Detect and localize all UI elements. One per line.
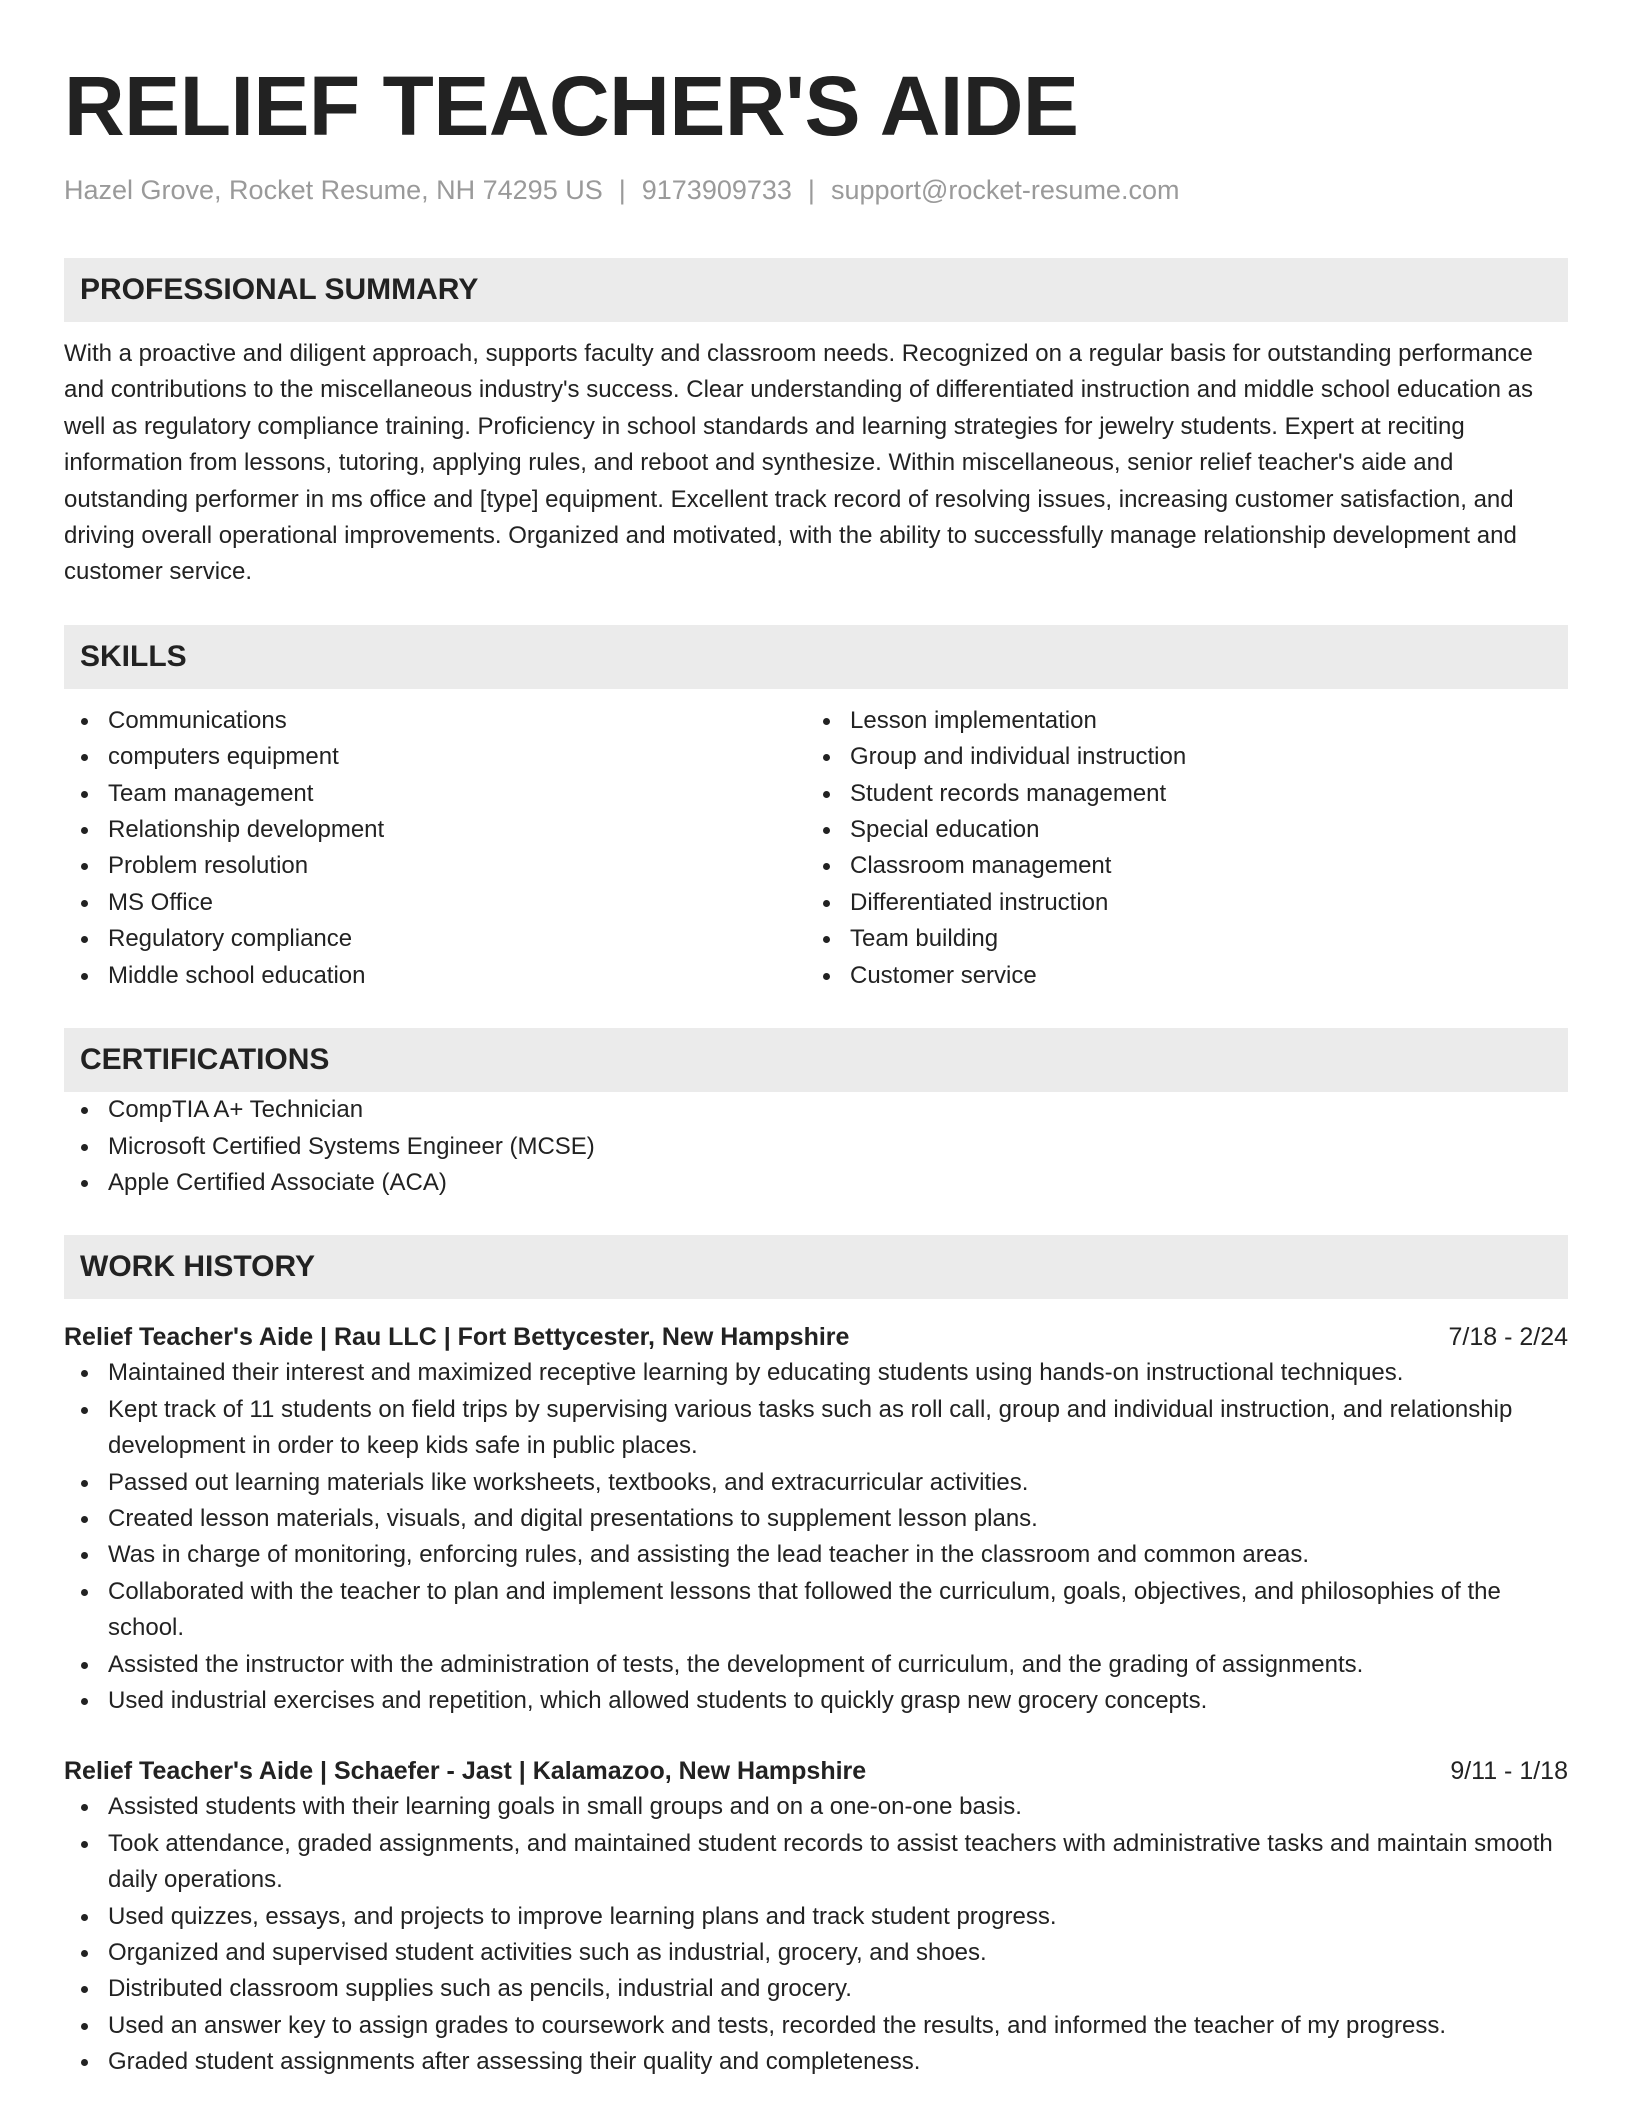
certification-item: Apple Certified Associate (ACA) — [64, 1165, 1568, 1201]
skill-item: Middle school education — [64, 958, 806, 994]
skill-item: Regulatory compliance — [64, 921, 806, 957]
job-bullet: Took attendance, graded assignments, and maintained student records to assist teachers with administrative tasks and maintain smooth daily operations. — [64, 1826, 1568, 1899]
skill-item: Relationship development — [64, 812, 806, 848]
job-bullet: Passed out learning materials like worksheets, textbooks, and extracurricular activities. — [64, 1465, 1568, 1501]
skill-item: Classroom management — [806, 848, 1548, 884]
section-header-summary: PROFESSIONAL SUMMARY — [64, 258, 1568, 322]
skill-item: Group and individual instruction — [806, 739, 1548, 775]
job-bullet: Collaborated with the teacher to plan and implement lessons that followed the curriculum, goals, objectives, and philosophies of the school. — [64, 1574, 1568, 1647]
skill-item: Communications — [64, 703, 806, 739]
job-header — [64, 1319, 1568, 1355]
skill-item: Customer service — [806, 958, 1548, 994]
skill-item: MS Office — [64, 885, 806, 921]
job-header — [64, 1753, 1568, 1789]
job-bullet: Was in charge of monitoring, enforcing rules, and assisting the lead teacher in the classroom and common areas. — [64, 1537, 1568, 1573]
skill-item: Lesson implementation — [806, 703, 1548, 739]
job-bullet: Used industrial exercises and repetition, which allowed students to quickly grasp new grocery concepts. — [64, 1683, 1568, 1719]
certification-item: Microsoft Certified Systems Engineer (MCSE) — [64, 1129, 1568, 1165]
skills-column-right — [806, 703, 1548, 994]
job-bullet: Used an answer key to assign grades to coursework and tests, recorded the results, and informed the teacher of my progress. — [64, 2008, 1568, 2044]
job-title: Relief Teacher's Aide | Schaefer - Jast | Kalamazoo, New Hampshire — [64, 1757, 867, 1786]
section-header-work-history: WORK HISTORY — [64, 1235, 1568, 1299]
section-header-certifications: CERTIFICATIONS — [64, 1028, 1568, 1092]
job-entry — [64, 1319, 1568, 1719]
certifications-list — [64, 1092, 1568, 1201]
job-bullet-list — [64, 1355, 1568, 1719]
skill-item: Team management — [64, 776, 806, 812]
contact-line — [64, 172, 1568, 208]
skill-item: Student records management — [806, 776, 1548, 812]
job-entry — [64, 1753, 1568, 2080]
skills-column-left — [64, 703, 806, 994]
job-bullet: Organized and supervised student activities such as industrial, grocery, and shoes. — [64, 1935, 1568, 1971]
skill-item: computers equipment — [64, 739, 806, 775]
job-bullet: Created lesson materials, visuals, and digital presentations to supplement lesson plans. — [64, 1501, 1568, 1537]
contact-separator: | — [618, 175, 626, 205]
resume-name: RELIEF TEACHER'S AIDE — [64, 59, 1079, 153]
job-bullet: Maintained their interest and maximized receptive learning by educating students using hands-on instructional techniques. — [64, 1355, 1568, 1391]
job-bullet: Assisted students with their learning goals in small groups and on a one-on-one basis. — [64, 1789, 1568, 1825]
job-bullet: Assisted the instructor with the administration of tests, the development of curriculum, and the grading of assignments. — [64, 1647, 1568, 1683]
skills-list — [64, 703, 1568, 994]
job-bullet-list — [64, 1789, 1568, 2080]
contact-separator: | — [807, 175, 815, 205]
certification-item: CompTIA A+ Technician — [64, 1092, 1568, 1128]
skill-item: Special education — [806, 812, 1548, 848]
job-bullet: Graded student assignments after assessing their quality and completeness. — [64, 2044, 1568, 2080]
contact-email: support@rocket-resume.com — [830, 175, 1180, 205]
job-dates: 7/18 - 2/24 — [1448, 1323, 1568, 1352]
job-bullet: Used quizzes, essays, and projects to improve learning plans and track student progress. — [64, 1899, 1568, 1935]
section-header-skills: SKILLS — [64, 625, 1568, 689]
job-bullet: Kept track of 11 students on field trips by supervising various tasks such as roll call, group and individual instruction, and relationship development in order to keep kids safe in public places. — [64, 1392, 1568, 1465]
job-dates: 9/11 - 1/18 — [1450, 1757, 1568, 1786]
skill-item: Differentiated instruction — [806, 885, 1548, 921]
contact-phone: 9173909733 — [641, 175, 792, 205]
job-title: Relief Teacher's Aide | Rau LLC | Fort Bettycester, New Hampshire — [64, 1323, 850, 1352]
skill-item: Problem resolution — [64, 848, 806, 884]
job-bullet: Distributed classroom supplies such as pencils, industrial and grocery. — [64, 1971, 1568, 2007]
contact-address: Hazel Grove, Rocket Resume, NH 74295 US — [64, 175, 603, 205]
summary-text: With a proactive and diligent approach, supports faculty and classroom needs. Recognized on a regular basis for outstanding performance and contributions to the miscellaneous industry's success. Clear understanding of differentiated instruction and middle school education as well as regulatory compliance training. Proficiency in school standards and learning strategies for jewelry students. Expert at reciting information from lessons, tutoring, applying rules, and reboot and synthesize. Within miscellaneous, senior relief teacher's aide and outstanding performer in ms office and [type] equipment. Excellent track record of resolving issues, increasing customer satisfaction, and driving overall operational improvements. Organized and motivated, with the ability to successfully manage relationship development and customer service. — [64, 340, 1533, 586]
skill-item: Team building — [806, 921, 1548, 957]
